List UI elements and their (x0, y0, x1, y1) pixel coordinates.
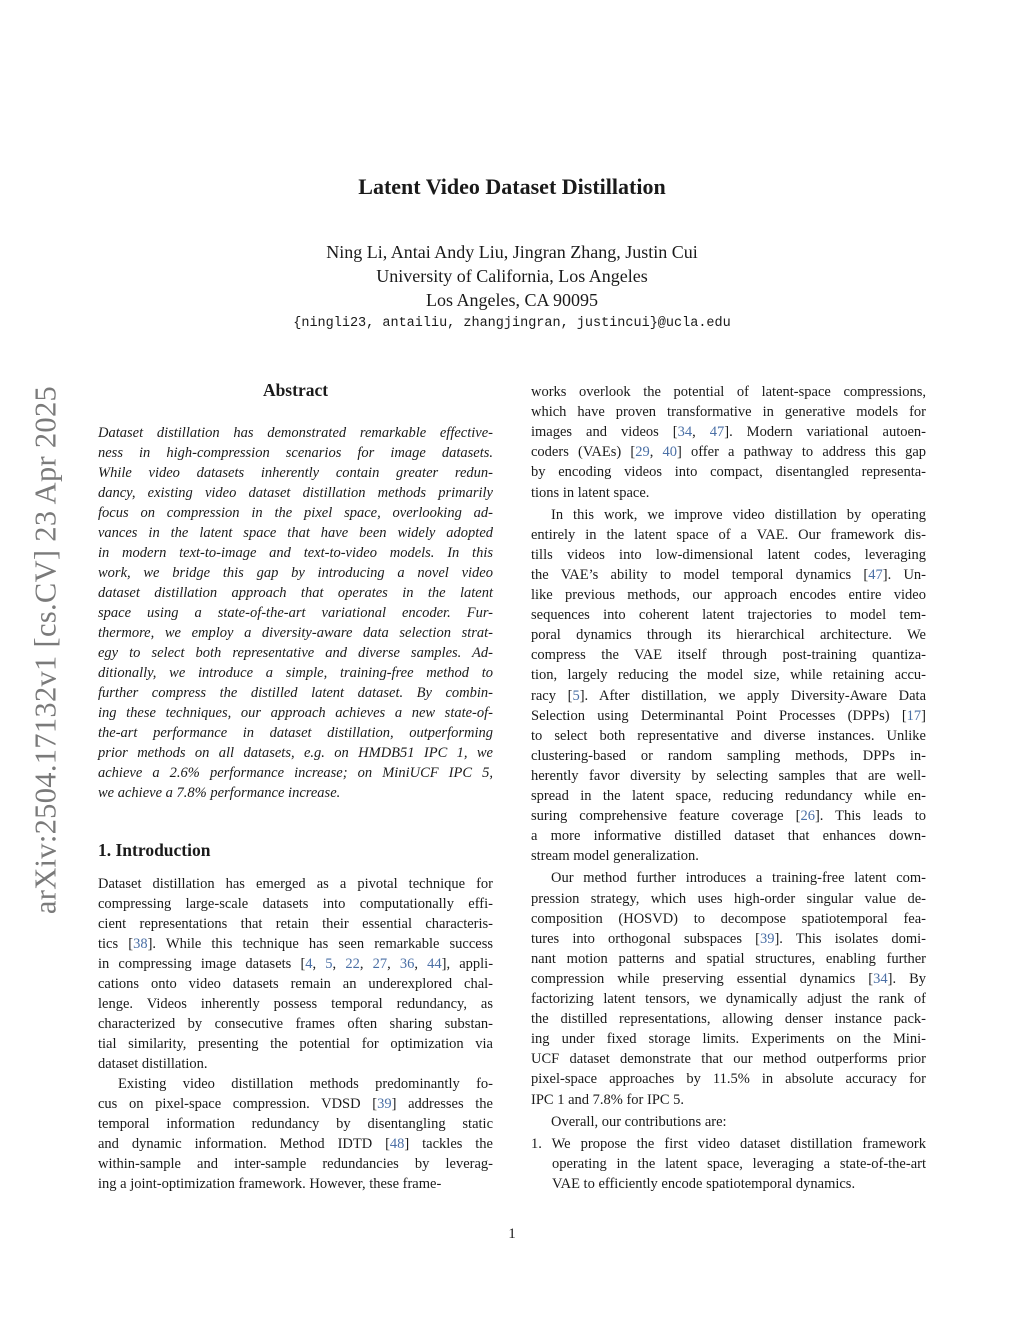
body-line: nant motion patterns and spatial structures, enabling further (531, 950, 926, 967)
body-line: like previous methods, our approach encodes entire video (531, 587, 926, 603)
abstract-line: space using a state-of-the-art variational encoder. Fur- (98, 605, 493, 621)
page-number: 1 (508, 1226, 516, 1242)
body-line: suring comprehensive feature coverage [26]. This leads to (531, 808, 926, 825)
body-line: racy [5]. After distillation, we apply Diversity-Aware Data (531, 687, 927, 704)
abstract-line: vances in the latent space that have been widely adopted (98, 525, 493, 541)
body-line: 1. We propose the first video dataset distillation framework (531, 1135, 926, 1152)
body-line: compress the VAE itself through post-training quantiza- (531, 647, 926, 664)
abstract-line: thermore, we employ a diversity-aware data selection strat- (98, 625, 493, 641)
body-line: herently favor diversity by selecting samples that are well- (531, 767, 926, 784)
abstract-line: focus on compression in the pixel space, overlooking ad- (98, 505, 493, 521)
body-line: by encoding videos into compact, disentangled representa- (531, 464, 926, 481)
body-line: which have proven transformative in generative models for (531, 404, 926, 421)
body-line: stream model generalization. (531, 848, 699, 865)
body-line: tion, largely reducing the model size, while retaining accu- (531, 667, 926, 684)
abstract-line: achieve a 2.6% performance increase; on MiniUCF IPC 5, (98, 765, 493, 781)
paper-title: Latent Video Dataset Distillation (358, 174, 666, 199)
author-affiliation: University of California, Los Angeles (376, 266, 648, 286)
body-line: Existing video distillation methods predominantly fo- (118, 1076, 493, 1092)
body-line: composition (HOSVD) to decompose spatiotemporal fea- (531, 910, 926, 927)
body-line: and dynamic information. Method IDTD [48] tackles the (98, 1136, 493, 1152)
body-line: tills videos into low-dimensional latent codes, leveraging (531, 546, 926, 563)
body-line: cations onto video datasets remain an underexplored chal- (98, 976, 493, 992)
abstract-line: dataset distillation approach that operates in the latent (98, 585, 493, 601)
body-line: operating in the latent space, leveraging a state-of-the-art (552, 1155, 926, 1172)
body-line: tures into orthogonal subspaces [39]. This isolates domi- (531, 930, 926, 947)
abstract-line: While video datasets inherently contain greater redun- (98, 465, 493, 481)
body-line: cus on pixel-space compression. VDSD [39] addresses the (98, 1096, 493, 1112)
body-line: factorizing latent tensors, we dynamically adjust the rank of (531, 991, 926, 1007)
abstract-line: egy to select both representative and diverse samples. Ad- (98, 645, 493, 661)
body-line: UCF dataset demonstrate that our method outperforms prior (531, 1051, 926, 1068)
body-line: Our method further introduces a training-free latent com- (551, 870, 926, 887)
body-line: entirely in the latent space of a VAE. Our framework dis- (531, 526, 926, 543)
body-line: Overall, our contributions are: (551, 1113, 727, 1130)
body-line: pression strategy, which uses high-order singular value de- (531, 890, 926, 907)
body-line: lenge. Videos inherently possess temporal redundancy, as (98, 996, 493, 1012)
author-block (0, 240, 1024, 312)
body-line: compressing large-scale datasets into computationally effi- (98, 896, 493, 912)
body-line: In this work, we improve video distillation by operating (551, 506, 926, 523)
body-line: spread in the latent space, reducing redundancy while en- (531, 788, 926, 804)
body-line: in compressing image datasets [4, 5, 22, 27, 36, 44], appli- (98, 956, 494, 972)
abstract-line: ditionally, we introduce a simple, training-free method to (98, 665, 493, 681)
body-line: poral dynamics through its hierarchical architecture. We (531, 627, 926, 644)
body-line: a more informative distilled dataset that enhances down- (531, 828, 926, 845)
author-names: Ning Li, Antai Andy Liu, Jingran Zhang, Justin Cui (326, 242, 698, 262)
body-line: within-sample and inter-sample redundancies by leverag- (98, 1156, 493, 1172)
abstract-line: prior methods on all datasets, e.g. on HMDB51 IPC 1, we (98, 745, 493, 761)
author-emails: {ningli23, antailiu, zhangjingran, justincui}@ucla.edu (293, 316, 731, 331)
body-line: to select both representative and diverse instances. Unlike (531, 727, 926, 744)
body-line: tics [38]. While this technique has seen remarkable success (98, 936, 493, 952)
body-line: dataset distillation. (98, 1056, 208, 1072)
abstract-line: dancy, existing video dataset distillation methods primarily (98, 485, 493, 501)
body-line: tial similarity, presenting the potential for optimization via (98, 1036, 493, 1052)
abstract-line: Dataset distillation has demonstrated remarkable effective- (98, 425, 493, 441)
abstract-line: ing these techniques, our approach achieves a new state-of- (98, 705, 493, 721)
body-line: images and videos [34, 47]. Modern variational autoen- (531, 424, 927, 441)
body-line: coders (VAEs) [29, 40] offer a pathway to address this gap (531, 444, 926, 461)
body-line: characterized by consecutive frames often sharing substan- (98, 1016, 493, 1032)
body-line: VAE to efficiently encode spatiotemporal dynamics. (552, 1175, 856, 1192)
abstract-line: in modern text-to-image and text-to-video models. In this (98, 545, 493, 561)
abstract-line: work, we bridge this gap by introducing a novel video (98, 565, 493, 581)
introduction-heading: 1. Introduction (98, 840, 211, 860)
body-line: compression while preserving essential dynamics [34]. By (531, 970, 926, 987)
abstract-line: the-art performance in dataset distillation, outperforming (98, 725, 493, 741)
body-line: ing under fixed storage limits. Experiments on the Mini- (531, 1031, 926, 1048)
body-line: cient representations that retain their essential characteris- (98, 916, 493, 932)
body-line: ing a joint-optimization framework. However, these frame- (98, 1176, 442, 1192)
abstract-line: we achieve a 7.8% performance increase. (98, 785, 341, 801)
abstract-heading: Abstract (262, 380, 329, 400)
body-line: sequences into coherent latent trajectories to model tem- (531, 607, 926, 624)
body-line: temporal information redundancy by disentangling static (98, 1116, 493, 1132)
abstract-line: ness in high-compression scenarios for image datasets. (98, 445, 493, 461)
body-line: Dataset distillation has emerged as a pivotal technique for (98, 876, 493, 892)
abstract-line: further compress the distilled latent dataset. By combin- (98, 685, 493, 701)
author-address: Los Angeles, CA 90095 (425, 290, 598, 310)
body-line: works overlook the potential of latent-space compressions, (531, 384, 926, 400)
body-line: tions in latent space. (531, 484, 650, 501)
body-line: pixel-space approaches by 11.5% in absolute accuracy for (531, 1071, 926, 1088)
body-line: IPC 1 and 7.8% for IPC 5. (531, 1091, 685, 1108)
arxiv-stamp-text: arXiv:2504.17132v1 [cs.CV] 23 Apr 2025 (28, 385, 63, 915)
body-line: the VAE’s ability to model temporal dynamics [47]. Un- (531, 566, 926, 583)
body-line: clustering-based or random sampling methods, DPPs in- (531, 747, 926, 764)
body-line: the distilled representations, allowing denser instance pack- (531, 1011, 926, 1028)
body-line: Selection using Determinantal Point Processes (DPPs) [17] (531, 707, 926, 724)
